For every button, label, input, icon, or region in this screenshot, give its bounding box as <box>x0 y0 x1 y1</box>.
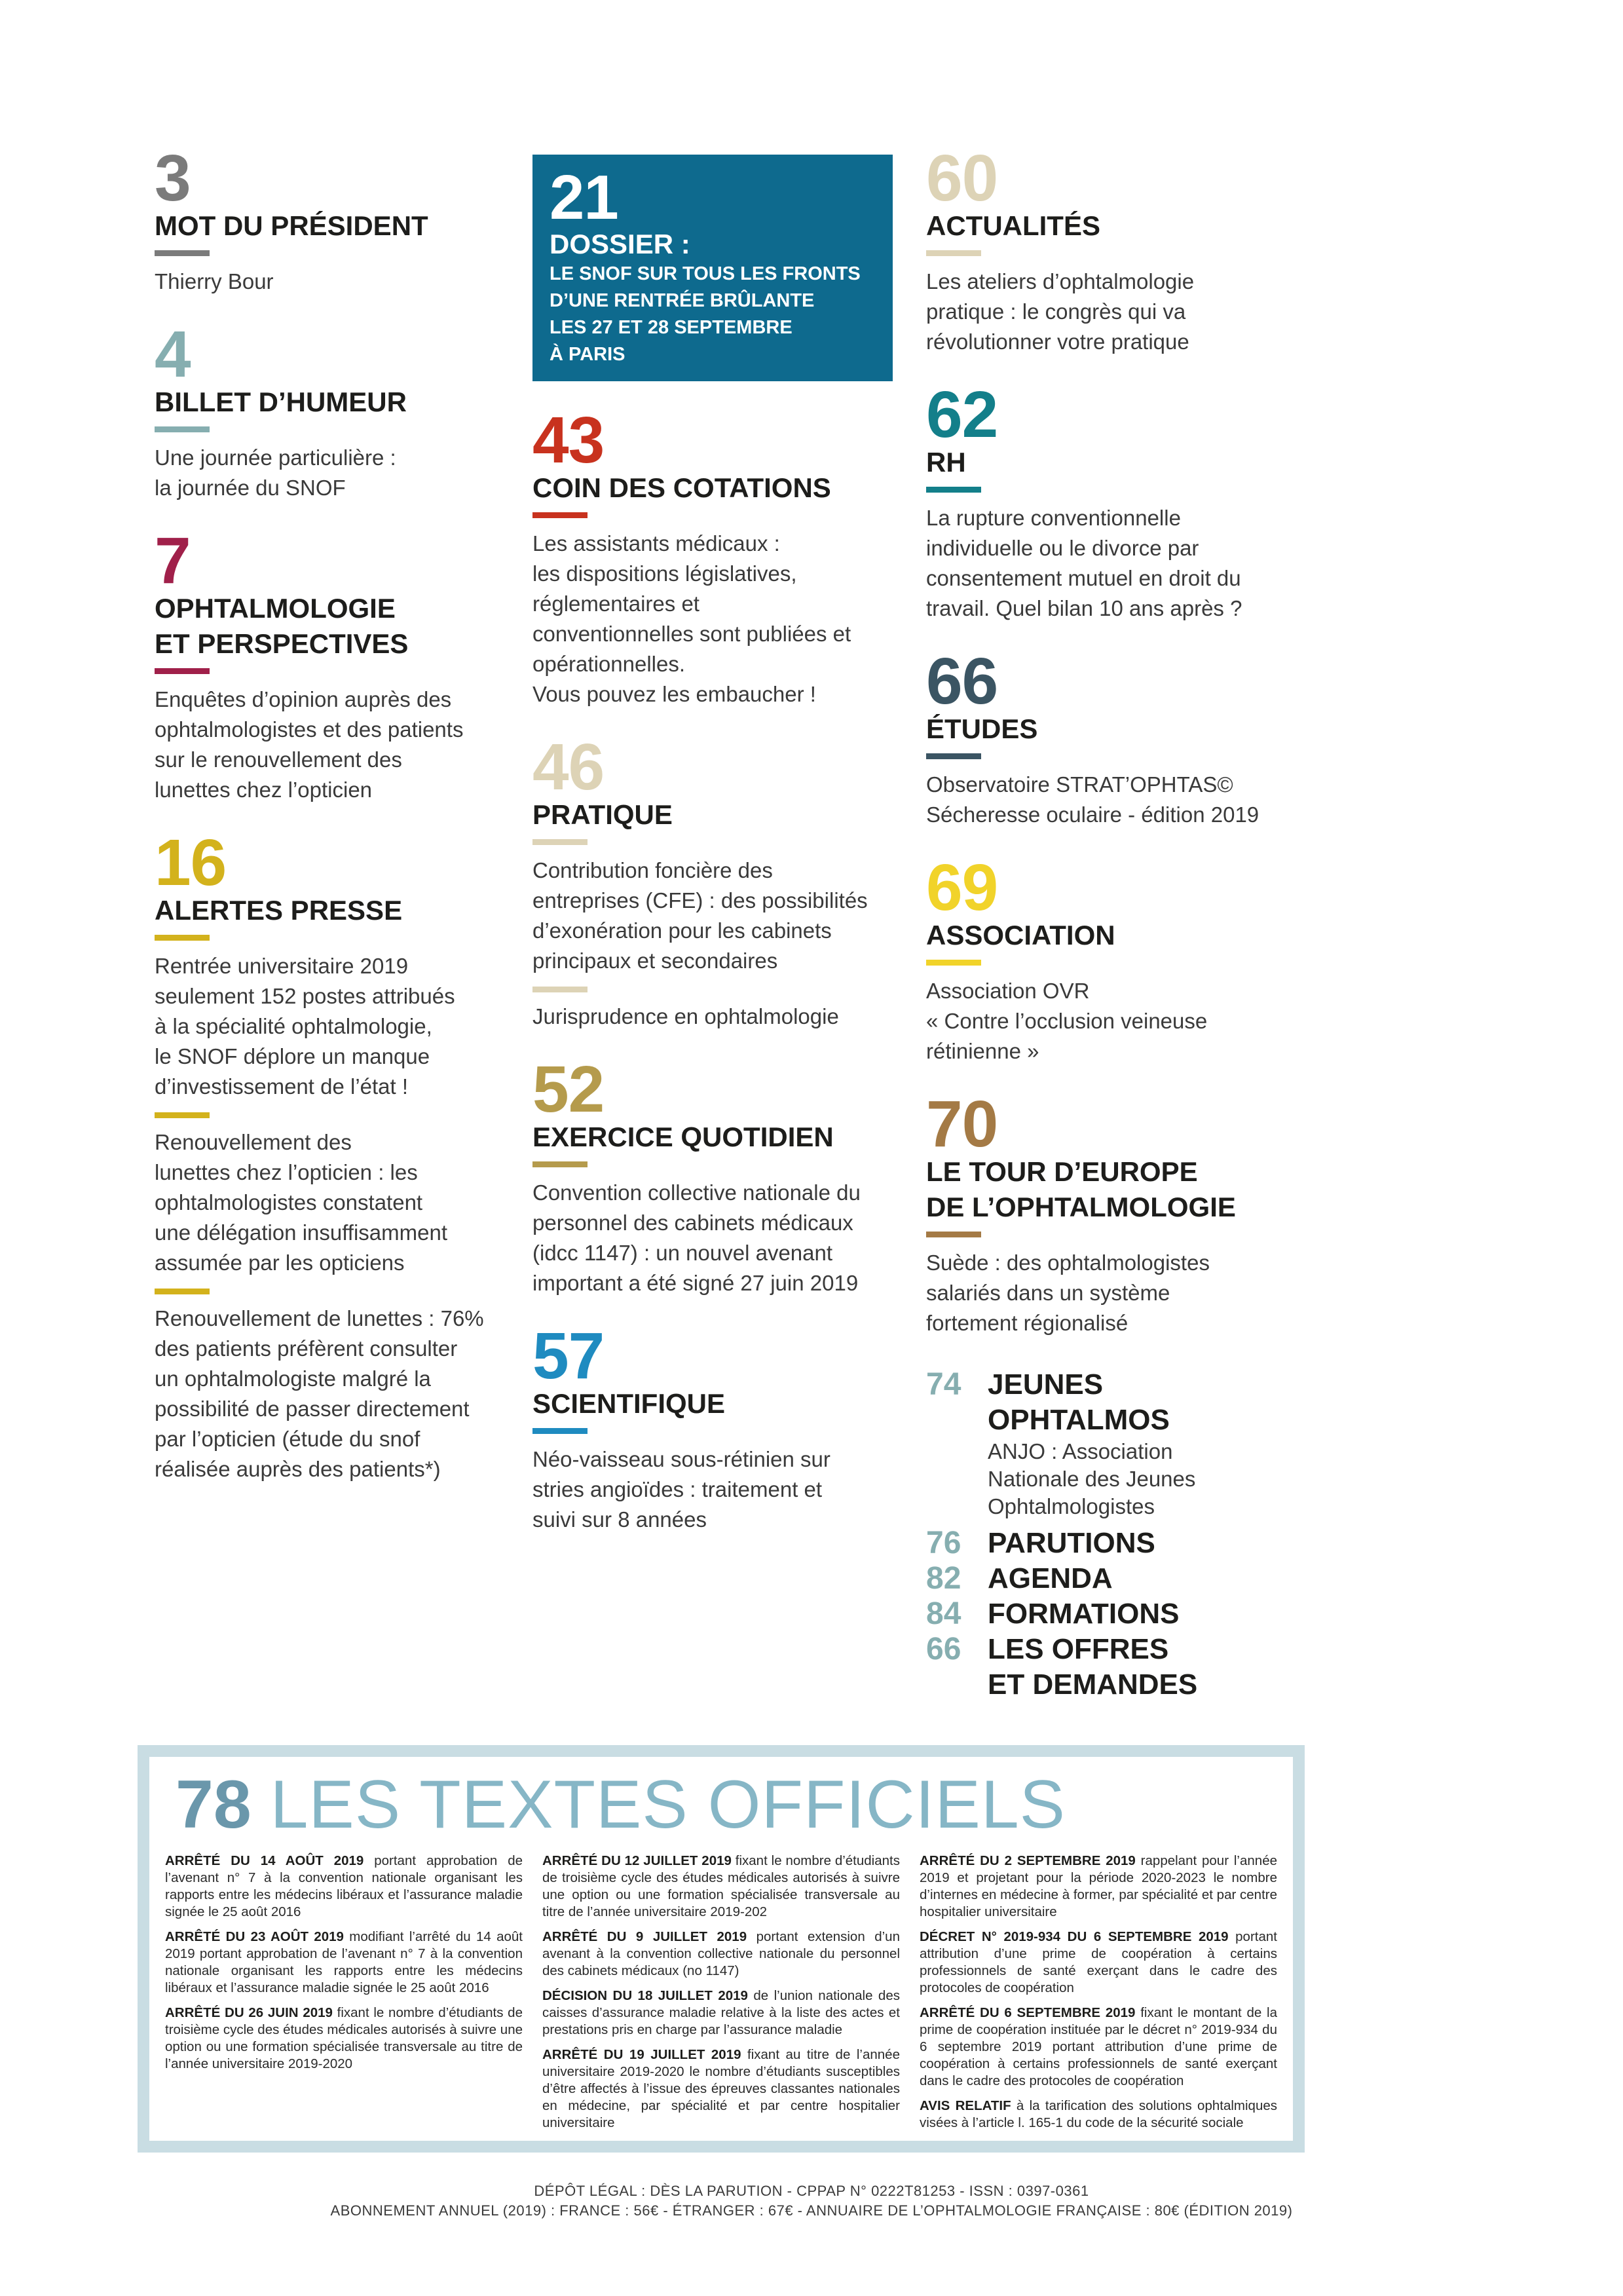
mini-toc-item[interactable] <box>926 1367 1293 1520</box>
mini-toc-item[interactable] <box>926 1561 1293 1596</box>
accent-bar <box>532 987 588 992</box>
page-number: 70 <box>926 1087 998 1161</box>
section-description: Contribution foncière des entreprises (CFE) : des possibilités d’exonération pour les cabinets principaux et secondaires <box>532 858 868 973</box>
accent-bar <box>532 1428 588 1434</box>
toc-section-tour-europe[interactable] <box>926 1087 1293 1338</box>
page-number: 7 <box>155 524 191 597</box>
page-number: 16 <box>155 826 227 899</box>
accent-bar <box>155 1112 210 1118</box>
accent-bar <box>155 250 210 256</box>
section-description: Renouvellement de lunettes : 76% des patients préfèrent consulter un ophtalmologiste malgré la possibilité de passer directement par l’opticien (étude du snof réalisée auprès des patients*) <box>155 1306 484 1481</box>
section-title: FORMATIONS <box>988 1598 1180 1630</box>
section-title: JEUNES OPHTALMOS <box>988 1368 1170 1436</box>
page-number: 69 <box>926 851 998 924</box>
section-title: LE TOUR D’EUROPE DE L’OPHTALMOLOGIE <box>926 1156 1236 1222</box>
toc-section-president[interactable] <box>155 141 515 297</box>
section-description: Renouvellement des lunettes chez l’opticien : les ophtalmologistes constatent une délégation insuffisamment assumée par les opticiens <box>155 1130 448 1275</box>
section-title: PARUTIONS <box>988 1527 1155 1559</box>
toc-section-alertes[interactable] <box>155 826 515 1484</box>
section-description: Néo-vaisseau sous-rétinien sur stries angioïdes : traitement et suivi sur 8 années <box>532 1447 830 1532</box>
accent-bar <box>155 668 210 674</box>
accent-bar <box>155 426 210 432</box>
section-description: Convention collective nationale du personnel des cabinets médicaux (idcc 1147) : un nouvel avenant important a été signé 27 juin 2019 <box>532 1180 861 1295</box>
official-text-entry: ARRÊTÉ DU 14 AOÛT 2019 portant approbation de l’avenant n° 7 à la convention nationale organisant les rapports entre les médecins libéraux et l’assurance maladie signée le 25 août 2016 <box>165 1853 523 1919</box>
page-number: 21 <box>550 162 618 233</box>
official-text-entry: ARRÊTÉ DU 12 JUILLET 2019 fixant le nombre d’étudiants de troisième cycle des études médicales autorisés à suivre une option ou une formation spécialisée transversale au titre de l’année universitaire 2019-202 <box>542 1853 900 1919</box>
page-number: 74 <box>926 1367 961 1402</box>
page-number: 3 <box>155 141 191 215</box>
official-text-entry: ARRÊTÉ DU 23 AOÛT 2019 modifiant l’arrêté du 14 août 2019 portant approbation de l’avenant n° 7 à la convention nationale organisant les rapports entre les médecins libéraux et l’assurance maladie signée le 25 août 2016 <box>165 1929 523 1995</box>
official-text-entry: DÉCISION DU 18 JUILLET 2019 de l’union nationale des caisses d’assurance maladie relative à la liste des actes et prestations pris en charge par l’assurance maladie <box>542 1988 900 2037</box>
legal-footer <box>0 2181 1623 2221</box>
toc-section-actualites[interactable] <box>926 141 1293 357</box>
page-number: 60 <box>926 141 998 215</box>
section-title: RH <box>926 447 966 478</box>
official-texts-column-3 <box>920 1853 1277 2139</box>
official-texts-box <box>138 1745 1305 2153</box>
section-description: Jurisprudence en ophtalmologie <box>532 1004 839 1028</box>
section-description: Rentrée universitaire 2019 seulement 152 postes attribués à la spécialité ophtalmologie, le SNOF déplore un manque d’investissement de l’état ! <box>155 954 455 1099</box>
official-text-entry: ARRÊTÉ DU 2 SEPTEMBRE 2019 rappelant pour l’année 2019 et projetant pour la période 2020-2023 le nombre d’internes en médecine à former, par spécialité et par centre hospitalier universitaire <box>920 1853 1277 1919</box>
section-title: MOT DU PRÉSIDENT <box>155 210 428 241</box>
official-texts-heading[interactable] <box>176 1769 1066 1841</box>
official-text-entry: AVIS RELATIF à la tarification des solutions ophtalmiques visées à l’article l. 165-1 du code de la sécurité sociale <box>920 2098 1277 2130</box>
page-number: 57 <box>532 1319 605 1393</box>
section-title: ASSOCIATION <box>926 920 1115 950</box>
toc-section-rh[interactable] <box>926 378 1293 624</box>
accent-bar <box>926 1232 981 1237</box>
toc-section-billet[interactable] <box>155 318 515 503</box>
footer-line: DÉPÔT LÉGAL : DÈS LA PARUTION - CPPAP N° 0222T81253 - ISSN : 0397-0361 <box>534 2183 1089 2199</box>
dossier-title: DOSSIER : <box>550 229 690 259</box>
page-number: 76 <box>926 1526 961 1560</box>
accent-bar <box>926 250 981 256</box>
section-title: ÉTUDES <box>926 713 1038 744</box>
section-description: ANJO : Association Nationale des Jeunes Ophtalmologistes <box>988 1439 1196 1518</box>
accent-bar <box>926 487 981 493</box>
official-text-entry: ARRÊTÉ DU 19 JUILLET 2019 fixant au titre de l’année universitaire 2019-2020 le nombre d’étudiants susceptibles d’être affectés à l’issue des épreuves classantes nationales en médecine, par spécialité et par centre hospitalier universitaire <box>542 2047 900 2130</box>
toc-column-3 <box>926 141 1293 1703</box>
page-number: 78 <box>176 1767 252 1843</box>
section-description: Les assistants médicaux : les dispositions législatives, réglementaires et conventionnelles sont publiées et opérationnelles. Vous pouvez les embaucher ! <box>532 531 851 706</box>
toc-column-1 <box>155 141 515 1513</box>
page-number: 43 <box>532 404 605 477</box>
section-title: COIN DES COTATIONS <box>532 472 831 503</box>
section-title: AGENDA <box>988 1562 1113 1594</box>
official-text-entry: DÉCRET N° 2019-934 DU 6 SEPTEMBRE 2019 portant attribution d’une prime de coopération à certains professionnels de santé exerçant dans le cadre des protocoles de coopération <box>920 1929 1277 1995</box>
toc-section-association[interactable] <box>926 851 1293 1066</box>
section-description: Observatoire STRAT’OPHTAS© Sécheresse oculaire - édition 2019 <box>926 772 1259 827</box>
official-texts-column-1 <box>165 1853 523 2080</box>
mini-toc-item[interactable] <box>926 1632 1293 1703</box>
accent-bar <box>155 1289 210 1294</box>
page-number: 66 <box>926 645 998 718</box>
section-title: ACTUALITÉS <box>926 210 1100 241</box>
official-text-entry: ARRÊTÉ DU 6 SEPTEMBRE 2019 fixant le montant de la prime de coopération instituée par le décret n° 2019-934 du 6 septembre 2019 portant attribution d’une prime de coopération à certains professionnels de santé exerçant dans le cadre des protocoles de coopération <box>920 2005 1277 2088</box>
accent-bar <box>532 839 588 845</box>
page-number: 84 <box>926 1596 961 1631</box>
toc-column-2 <box>532 149 893 1564</box>
section-title: SCIENTIFIQUE <box>532 1388 726 1419</box>
page-number: 82 <box>926 1561 961 1596</box>
section-description: Association OVR « Contre l’occlusion veineuse rétinienne » <box>926 979 1208 1063</box>
toc-section-pratique[interactable] <box>532 730 893 1032</box>
accent-bar <box>155 935 210 941</box>
section-title: PRATIQUE <box>532 799 673 830</box>
mini-toc-item[interactable] <box>926 1596 1293 1632</box>
section-description: Thierry Bour <box>155 269 274 293</box>
section-description: Enquêtes d’opinion auprès des ophtalmologistes et des patients sur le renouvellement des lunettes chez l’opticien <box>155 687 464 802</box>
section-title: LES OFFRES ET DEMANDES <box>988 1633 1198 1701</box>
section-title: BILLET D’HUMEUR <box>155 386 407 417</box>
mini-toc-item[interactable] <box>926 1526 1293 1561</box>
toc-section-cotations[interactable] <box>532 404 893 709</box>
accent-bar <box>532 512 588 518</box>
toc-section-ophtalmologie[interactable] <box>155 524 515 805</box>
toc-section-scientifique[interactable] <box>532 1319 893 1535</box>
dossier-box[interactable] <box>532 155 893 381</box>
page-number: 62 <box>926 378 998 451</box>
official-text-entry: ARRÊTÉ DU 26 JUIN 2019 fixant le nombre d’étudiants de troisième cycle des études médicales autorisés à suivre une option ou une formation spécialisée transversale au titre de l’année universitaire 2019-2020 <box>165 2005 523 2071</box>
toc-section-etudes[interactable] <box>926 645 1293 830</box>
section-title: ALERTES PRESSE <box>155 895 403 926</box>
page-number: 52 <box>532 1053 605 1126</box>
toc-section-exercice[interactable] <box>532 1053 893 1298</box>
section-description: Suède : des ophtalmologistes salariés dans un système fortement régionalisé <box>926 1251 1210 1335</box>
official-text-entry: ARRÊTÉ DU 9 JUILLET 2019 portant extension d’un avenant à la convention collective nationale du personnel des cabinets médicaux (no 1147) <box>542 1929 900 1978</box>
section-title: OPHTALMOLOGIE ET PERSPECTIVES <box>155 593 409 659</box>
section-title: EXERCICE QUOTIDIEN <box>532 1121 834 1152</box>
page-number: 66 <box>926 1632 961 1666</box>
footer-line: ABONNEMENT ANNUEL (2019) : FRANCE : 56€ - ÉTRANGER : 67€ - ANNUAIRE DE L’OPHTALMOLOGIE FRANÇAISE : 80€ (ÉDITION 2019) <box>330 2202 1293 2219</box>
section-description: La rupture conventionnelle individuelle ou le divorce par consentement mutuel en droit du travail. Quel bilan 10 ans après ? <box>926 506 1242 620</box>
dossier-subtitle: LE SNOF SUR TOUS LES FRONTS D’UNE RENTRÉE BRÛLANTE LES 27 ET 28 SEPTEMBRE À PARIS <box>550 263 861 365</box>
section-description: Une journée particulière : la journée du SNOF <box>155 445 396 500</box>
accent-bar <box>926 960 981 966</box>
page-number: 46 <box>532 730 605 804</box>
section-description: Les ateliers d’ophtalmologie pratique : le congrès qui va révolutionner votre pratique <box>926 269 1195 354</box>
mini-toc-list <box>926 1367 1293 1703</box>
official-texts-title: LES TEXTES OFFICIELS <box>270 1767 1066 1843</box>
page-number: 4 <box>155 318 191 391</box>
accent-bar <box>532 1161 588 1167</box>
accent-bar <box>926 753 981 759</box>
official-texts-column-2 <box>542 1853 900 2139</box>
